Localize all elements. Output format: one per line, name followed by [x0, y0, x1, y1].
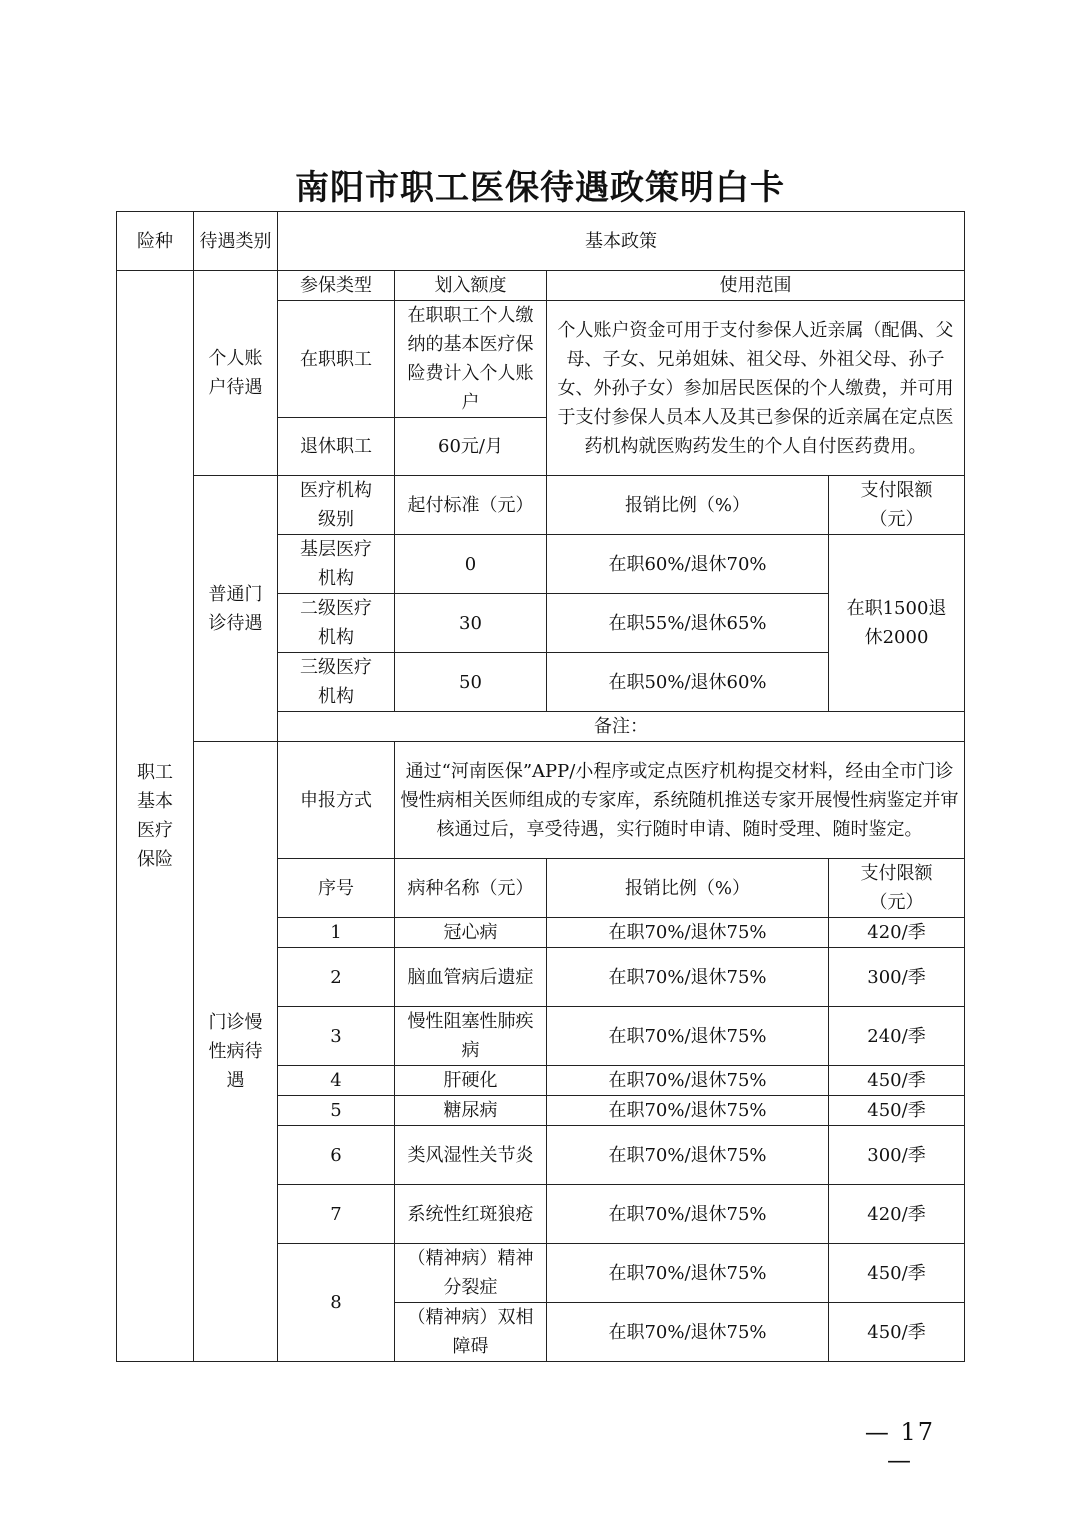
pa-scope: 个人账户资金可用于支付参保人近亲属（配偶、父母、子女、兄弟姐妹、祖父母、外祖父母、孙子女、外孙子女）参加居民医保的个人缴费，并可用于支付参保人员本人及其已参保的近亲属在定点医药机构就医购药发生的个人自付医药费用。 [547, 301, 965, 476]
ch-limit: 450/季 [829, 1096, 965, 1126]
ch-header-limit: 支付限额（元） [829, 859, 965, 918]
page-title: 南阳市职工医保待遇政策明白卡 [295, 168, 785, 208]
op-ratio: 在职50%/退休60% [547, 653, 829, 712]
ch-ratio: 在职70%/退休75% [547, 918, 829, 948]
ch-no: 2 [278, 948, 395, 1007]
op-note: 备注： [278, 712, 965, 742]
ch-header-ratio: 报销比例（%） [547, 859, 829, 918]
ch-no: 6 [278, 1126, 395, 1185]
ch-name: 慢性阻塞性肺疾病 [395, 1007, 547, 1066]
pa-type-active: 在职职工 [278, 301, 395, 418]
op-header-limit: 支付限额（元） [829, 476, 965, 535]
pa-header-scope: 使用范围 [547, 271, 965, 301]
ch-name: 脑血管病后遗症 [395, 948, 547, 1007]
ch-no: 1 [278, 918, 395, 948]
ch-ratio: 在职70%/退休75% [547, 1303, 829, 1362]
op-ratio: 在职60%/退休70% [547, 535, 829, 594]
ch-name: （精神病）双相障碍 [395, 1303, 547, 1362]
ch-limit: 420/季 [829, 918, 965, 948]
chronic-apply-text: 通过“河南医保”APP/小程序或定点医疗机构提交材料，经由全市门诊慢性病相关医师组成的专家库，系统随机推送专家开展慢性病鉴定并审核通过后，享受待遇，实行随时申请、随时受理、随时鉴定。 [395, 742, 965, 859]
ch-no: 8 [278, 1244, 395, 1362]
header-category: 待遇类别 [194, 212, 278, 271]
op-level: 三级医疗机构 [278, 653, 395, 712]
ch-ratio: 在职70%/退休75% [547, 1066, 829, 1096]
ch-no: 7 [278, 1185, 395, 1244]
op-deductible: 30 [395, 594, 547, 653]
chronic-category: 门诊慢性病待遇 [194, 742, 278, 1362]
ch-ratio: 在职70%/退休75% [547, 1096, 829, 1126]
ch-name: 肝硬化 [395, 1066, 547, 1096]
ch-name: 糖尿病 [395, 1096, 547, 1126]
ch-no: 5 [278, 1096, 395, 1126]
policy-table [116, 211, 965, 1362]
ch-limit: 240/季 [829, 1007, 965, 1066]
ch-name: 系统性红斑狼疮 [395, 1185, 547, 1244]
ch-name: （精神病）精神分裂症 [395, 1244, 547, 1303]
insurance-type-cell: 职工基本医疗保险 [117, 271, 194, 1362]
op-header-deductible: 起付标准（元） [395, 476, 547, 535]
op-header-ratio: 报销比例（%） [547, 476, 829, 535]
personal-account-category: 个人账户待遇 [194, 271, 278, 476]
outpatient-category: 普通门诊待遇 [194, 476, 278, 742]
ch-limit: 450/季 [829, 1303, 965, 1362]
pa-header-type: 参保类型 [278, 271, 395, 301]
ch-no: 3 [278, 1007, 395, 1066]
header-row [117, 212, 965, 271]
ch-header-name: 病种名称（元） [395, 859, 547, 918]
table-row [117, 742, 965, 859]
ch-limit: 300/季 [829, 1126, 965, 1185]
table-row [117, 476, 965, 535]
table-row [117, 271, 965, 301]
op-deductible: 50 [395, 653, 547, 712]
ch-header-no: 序号 [278, 859, 395, 918]
op-ratio: 在职55%/退休65% [547, 594, 829, 653]
pa-header-amount: 划入额度 [395, 271, 547, 301]
ch-ratio: 在职70%/退休75% [547, 1007, 829, 1066]
pa-amount-retired: 60元/月 [395, 418, 547, 476]
ch-name: 冠心病 [395, 918, 547, 948]
op-deductible: 0 [395, 535, 547, 594]
ch-no: 4 [278, 1066, 395, 1096]
op-level: 二级医疗机构 [278, 594, 395, 653]
ch-limit: 420/季 [829, 1185, 965, 1244]
op-level: 基层医疗机构 [278, 535, 395, 594]
header-policy: 基本政策 [278, 212, 965, 271]
ch-ratio: 在职70%/退休75% [547, 1126, 829, 1185]
header-insurance: 险种 [117, 212, 194, 271]
ch-ratio: 在职70%/退休75% [547, 1185, 829, 1244]
page-number: — 17 — [864, 1418, 936, 1474]
ch-limit: 450/季 [829, 1066, 965, 1096]
ch-name: 类风湿性关节炎 [395, 1126, 547, 1185]
chronic-apply-label: 申报方式 [278, 742, 395, 859]
pa-amount-active: 在职职工个人缴纳的基本医疗保险费计入个人账户 [395, 301, 547, 418]
op-limit: 在职1500退休2000 [829, 535, 965, 712]
ch-ratio: 在职70%/退休75% [547, 948, 829, 1007]
op-header-level: 医疗机构级别 [278, 476, 395, 535]
ch-limit: 450/季 [829, 1244, 965, 1303]
ch-limit: 300/季 [829, 948, 965, 1007]
ch-ratio: 在职70%/退休75% [547, 1244, 829, 1303]
pa-type-retired: 退休职工 [278, 418, 395, 476]
